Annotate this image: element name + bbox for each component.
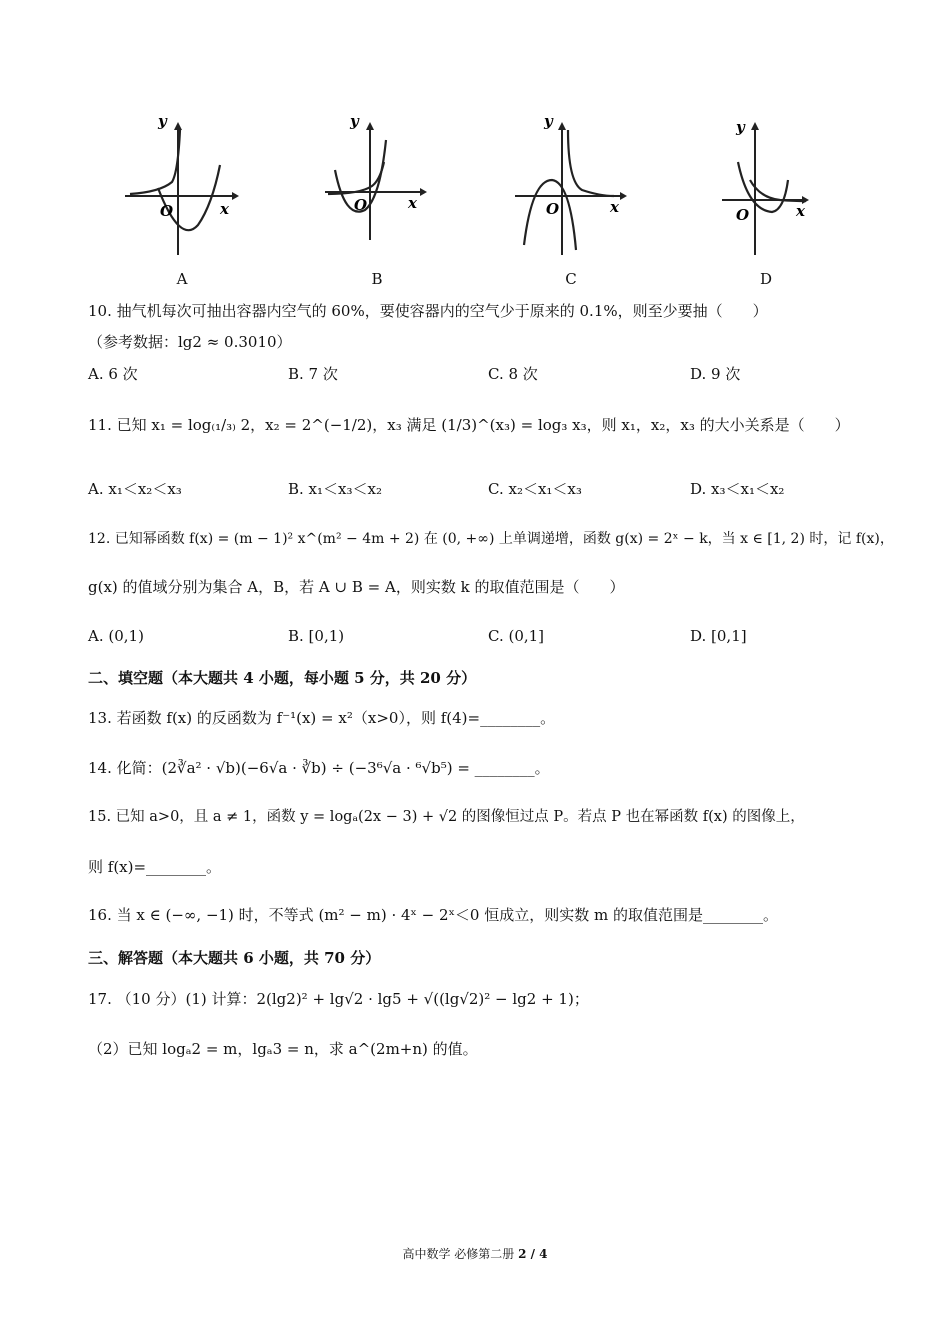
q12-option-c: C. (0,1]	[488, 627, 545, 645]
q10-stem: 10. 抽气机每次可抽出容器内空气的 60%，要使容器内的空气少于原来的 0.1%，则至少要抽（ ）	[88, 302, 768, 320]
page-footer	[0, 1245, 950, 1262]
q10-option-b: B. 7 次	[288, 365, 338, 383]
q10-reference: （参考数据：lg2 ≈ 0.3010）	[88, 333, 292, 351]
q10-option-a: A. 6 次	[88, 365, 138, 383]
graph-c	[510, 110, 630, 260]
graph-options	[110, 110, 830, 290]
section-2-heading: 二、填空题（本大题共 4 小题，每小题 5 分，共 20 分）	[88, 669, 477, 687]
q17-line2: （2）已知 logₐ2 = m，lgₐ3 = n，求 a^(2m+n) 的值。	[88, 1040, 478, 1058]
x-axis-label: x	[220, 200, 229, 218]
page-number: 2 / 4	[518, 1247, 548, 1261]
q15-line2: 则 f(x)=________。	[88, 858, 222, 876]
origin-label: O	[736, 206, 750, 224]
origin-label: O	[354, 196, 368, 214]
q12-option-b: B. [0,1)	[288, 627, 345, 645]
q10-option-c: C. 8 次	[488, 365, 538, 383]
graph-label-d: D	[759, 270, 773, 288]
q17-line1: 17. （10 分）(1) 计算：2(lg2)² + lg√2 · lg5 + √((lg√2)² − lg2 + 1)；	[88, 990, 589, 1008]
q15-line1: 15. 已知 a>0，且 a ≠ 1，函数 y = logₐ(2x − 3) + √2 的图像恒过点 P。若点 P 也在幂函数 f(x) 的图像上，	[88, 809, 805, 825]
origin-label: O	[160, 202, 174, 220]
x-axis-label: x	[408, 194, 417, 212]
q11-option-a: A. x₁＜x₂＜x₃	[88, 480, 182, 498]
origin-label: O	[546, 200, 560, 218]
q14: 14. 化简：(2∛a² · √b)(−6√a · ∛b) ÷ (−3⁶√a · ⁶√b⁵) = ________。	[88, 759, 550, 777]
y-axis-label: y	[350, 112, 359, 130]
graph-label-c: C	[565, 270, 577, 288]
graph-a-svg	[120, 110, 240, 260]
q10-option-d: D. 9 次	[690, 365, 741, 383]
q12-line2: g(x) 的值域分别为集合 A，B，若 A ∪ B = A，则实数 k 的取值范围是（ ）	[88, 578, 625, 596]
q12-line1: 12. 已知幂函数 f(x) = (m − 1)² x^(m² − 4m + 2) 在 (0, +∞) 上单调递增，函数 g(x) = 2ˣ − k，当 x ∈ [1, 2) 时，记 f(x)，	[88, 531, 894, 547]
q11-option-d: D. x₃＜x₁＜x₂	[690, 480, 785, 498]
graph-d-svg	[710, 110, 830, 260]
q16: 16. 当 x ∈ (−∞, −1) 时，不等式 (m² − m) · 4ˣ − 2ˣ＜0 恒成立，则实数 m 的取值范围是________。	[88, 906, 778, 924]
graph-label-b: B	[371, 270, 383, 288]
y-axis-label: y	[544, 112, 553, 130]
section-3-heading: 三、解答题（本大题共 6 小题，共 70 分）	[88, 949, 381, 967]
graph-label-a: A	[176, 270, 188, 288]
q11-option-b: B. x₁＜x₃＜x₂	[288, 480, 382, 498]
graph-b-svg	[320, 110, 440, 260]
y-axis-label: y	[158, 112, 167, 130]
x-axis-label: x	[610, 198, 619, 216]
q12-option-a: A. (0,1)	[88, 627, 144, 645]
graph-d	[710, 110, 830, 260]
graph-c-svg	[510, 110, 630, 260]
y-axis-label: y	[736, 118, 745, 136]
q11-stem: 11. 已知 x₁ = log₍₁/₃₎ 2，x₂ = 2^(−1/2)，x₃ 满足 (1/3)^(x₃) = log₃ x₃，则 x₁，x₂，x₃ 的大小关系是（ ）	[88, 416, 850, 434]
q13: 13. 若函数 f(x) 的反函数为 f⁻¹(x) = x²（x>0），则 f(4)=________。	[88, 709, 556, 727]
q11-option-c: C. x₂＜x₁＜x₃	[488, 480, 582, 498]
q12-option-d: D. [0,1]	[690, 627, 747, 645]
footer-text: 高中数学 必修第二册	[402, 1247, 519, 1261]
graph-a	[120, 110, 240, 260]
graph-b	[320, 110, 440, 260]
x-axis-label: x	[796, 202, 805, 220]
